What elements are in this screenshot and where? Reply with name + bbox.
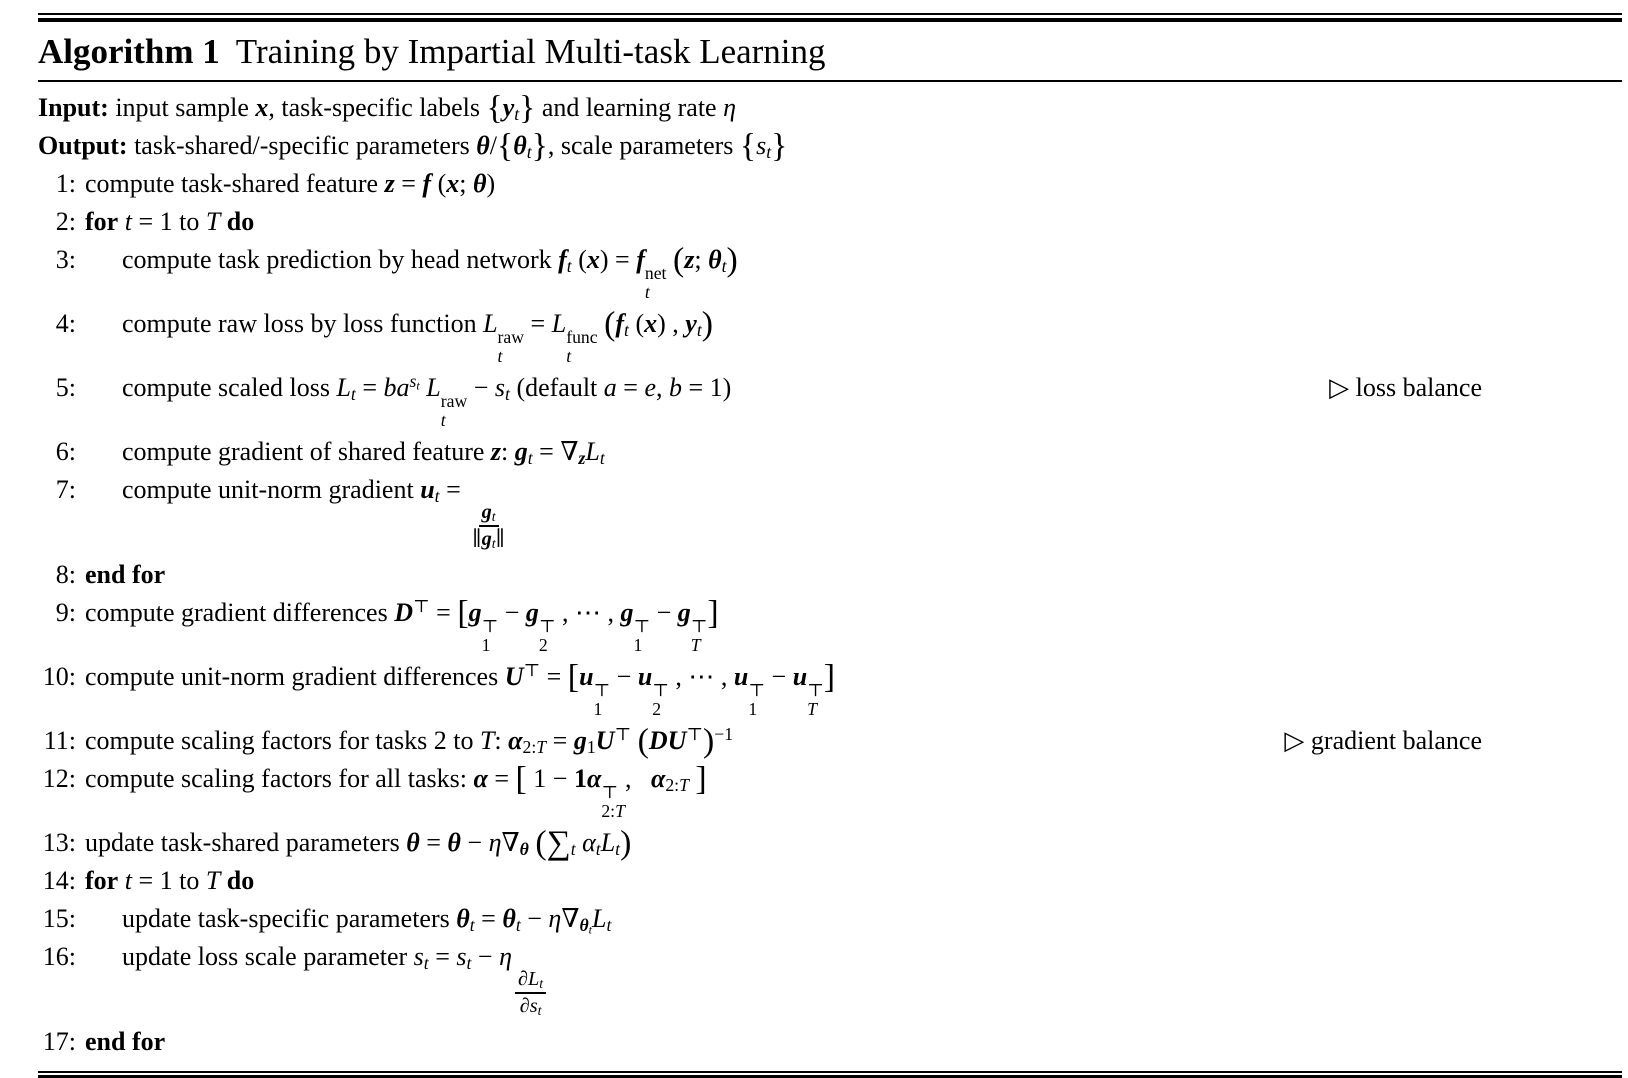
line-number: 11: xyxy=(43,726,76,756)
step-9 xyxy=(38,594,1622,658)
line-content: update task-shared parameters $\theta = \theta - \eta\nabla_\theta$ ($\sum_t$ $\alpha_tL_t$) xyxy=(85,825,632,863)
algorithm-lines xyxy=(38,89,1622,1061)
line-content: compute scaled loss $L_t = ba^{s_t}$ L raw t − $s_t$ (default a = e, b = 1) xyxy=(122,371,732,430)
line-number: 6: xyxy=(55,437,76,467)
step-16 xyxy=(38,938,1622,1023)
line-content: update loss scale parameter $s_t = s_t - \eta$ $\frac{\partial L_t}{\partial s_t}$ xyxy=(85,942,546,1019)
algorithm-title: Training by Impartial Multi-task Learning xyxy=(235,32,826,71)
line-number: 3: xyxy=(55,245,76,274)
line-content: compute gradient differences D⊤ = [g ⊤ 1 − g ⊤ 2 , ⋯ , g ⊤ 1 − g ⊤ T ] xyxy=(85,594,719,655)
line-number: 1: xyxy=(55,169,76,198)
line-number: 9: xyxy=(55,598,76,628)
step-2 xyxy=(38,203,1622,241)
input-line xyxy=(38,89,1622,127)
line-content: for t = 1 to T do xyxy=(85,207,255,236)
step-11 xyxy=(38,722,1622,760)
line-content: compute unit-norm gradient differences U⊤ = [u ⊤ 1 − u ⊤ 2 , ⋯ , u ⊤ 1 − u ⊤ T ] xyxy=(85,658,836,719)
step-7 xyxy=(38,471,1622,556)
caption-rule xyxy=(38,80,1622,82)
line-content: compute gradient of shared feature z: $g_t = \nabla_zL_t$ xyxy=(122,437,605,469)
line-content: compute scaling factors for tasks 2 to T: $\alpha_{2:T} = g_1U^⊤$ $(DU^⊤)^{-1}$ xyxy=(85,723,734,761)
step-5 xyxy=(38,369,1622,433)
step-12 xyxy=(38,760,1622,824)
bottom-rule xyxy=(38,1071,1622,1078)
comment-text: gradient balance xyxy=(1310,726,1482,756)
top-rule xyxy=(38,13,1622,22)
line-number: 15: xyxy=(42,904,76,934)
line-content: compute task prediction by head network $f_t$ (x) = f net t (z; $\theta_t$) xyxy=(122,241,738,302)
algorithm-caption xyxy=(38,31,1622,73)
step-1 xyxy=(38,165,1622,203)
step-6 xyxy=(38,433,1622,471)
comment-text: loss balance xyxy=(1355,373,1482,403)
line-number: 17: xyxy=(42,1027,76,1057)
step-14 xyxy=(38,862,1622,900)
line-number: 2: xyxy=(55,207,76,236)
triangle-right-icon: ▷ xyxy=(1329,373,1356,403)
step-13 xyxy=(38,824,1622,862)
line-content: Output: task-shared/-specific parameters $\theta/\{\theta_t\}$, scale parameters $\{s_t\}$ xyxy=(38,127,788,165)
line-content: update task-specific parameters $\theta_t = \theta_t - \eta\nabla_{\theta_t}L_t$ xyxy=(122,904,612,937)
line-content: end for xyxy=(85,1027,166,1057)
step-15 xyxy=(38,900,1622,938)
line-comment xyxy=(1284,726,1482,756)
line-content: Input: input sample x, task-specific labels $\{y_t\}$ and learning rate η xyxy=(38,89,736,127)
line-number: 8: xyxy=(55,560,76,590)
line-number: 5: xyxy=(55,373,76,403)
line-number: 16: xyxy=(42,942,76,972)
line-content: for t = 1 to T do xyxy=(85,866,255,896)
line-number: 12: xyxy=(42,764,76,794)
output-line xyxy=(38,127,1622,165)
line-number: 4: xyxy=(55,309,76,339)
line-number: 7: xyxy=(55,475,76,505)
line-content: compute task-shared feature z = f (x; θ) xyxy=(85,169,496,198)
line-content: compute scaling factors for all tasks: α = [ 1 − 1α ⊤ 2:T , $\alpha_{2:T}$ ] xyxy=(85,761,707,821)
line-number: 10: xyxy=(42,662,76,692)
algorithm-label: Algorithm 1 xyxy=(38,32,220,71)
step-8 xyxy=(38,556,1622,594)
line-number: 13: xyxy=(42,828,76,858)
step-4 xyxy=(38,305,1622,369)
step-3 xyxy=(38,241,1622,305)
line-number: 14: xyxy=(42,866,76,896)
step-17 xyxy=(38,1023,1622,1061)
triangle-right-icon: ▷ xyxy=(1284,726,1311,756)
line-content: end for xyxy=(85,560,166,590)
step-10 xyxy=(38,658,1622,722)
line-content: compute raw loss by loss function L raw t = L func t ($f_t$ (x) , $y_t$) xyxy=(122,305,714,366)
line-comment xyxy=(1329,373,1482,403)
line-content: compute unit-norm gradient $u_t$ = $\frac{g_t}{\parallel g_t\parallel}$ xyxy=(122,475,505,551)
